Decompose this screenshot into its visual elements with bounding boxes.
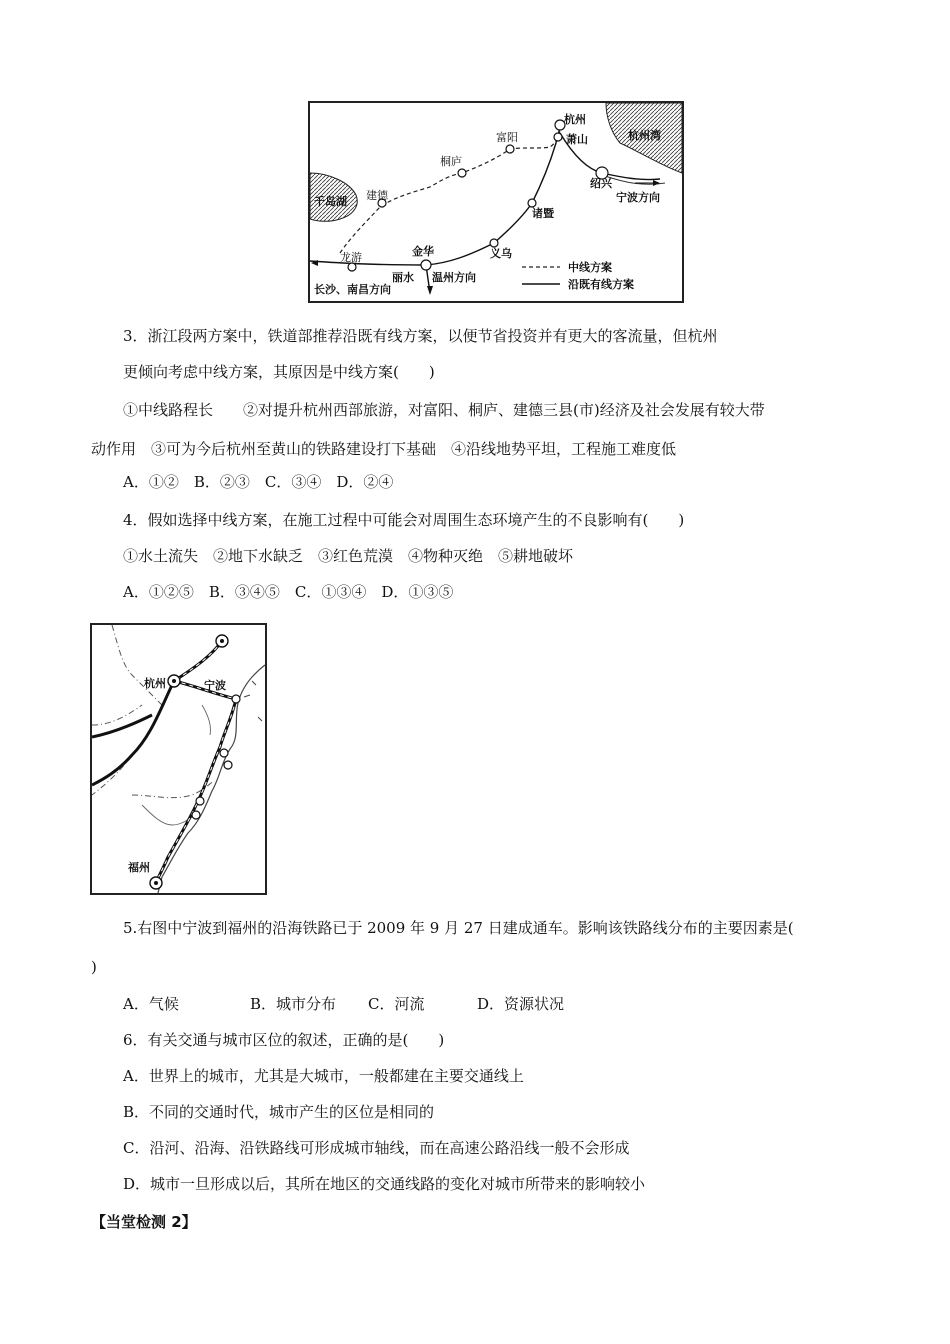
coastline: [158, 665, 265, 893]
fuyang-marker: [506, 145, 514, 153]
section-title: 【当堂检测 2】: [91, 1213, 197, 1231]
q3-line4: 动作用 ③可为今后杭州至黄山的铁路建设打下基础 ④沿线地势平坦，工程施工难度低: [91, 440, 677, 458]
jinhua-marker: [421, 260, 431, 270]
label-fuzhou: 福州: [128, 861, 150, 874]
label-tonglu: 桐庐: [440, 155, 462, 168]
coastal-railway-map-svg: [92, 625, 265, 893]
label-ningbo-direction: 宁波方向: [616, 191, 660, 204]
label-hangzhou-bay: 杭州湾: [628, 129, 661, 142]
railway-scheme-map-svg: [310, 103, 682, 301]
q6-stem: 6．有关交通与城市区位的叙述，正确的是( ): [123, 1031, 445, 1049]
q5-option-a: A．气候: [123, 995, 179, 1013]
q3-options: A．①② B．②③ C．③④ D．②④: [123, 473, 394, 491]
ruian-station-marker: [192, 811, 200, 819]
yiwu-marker: [490, 239, 498, 247]
label-wenzhou-direction: 温州方向: [432, 271, 476, 284]
label-jinhua: 金华: [412, 245, 434, 258]
zhuji-marker: [528, 199, 536, 207]
label-lishui: 丽水: [392, 271, 414, 284]
label-zhuji: 诸暨: [532, 207, 554, 220]
q4-line2: ①水土流失 ②地下水缺乏 ③红色荒漠 ④物种灭绝 ⑤耕地破坏: [123, 547, 574, 565]
q3-line1: 3．浙江段两方案中，铁道部推荐沿既有线方案，以便节省投资并有更大的客流量，但杭州: [123, 327, 718, 345]
q5-options: [123, 994, 564, 1014]
tonglu-marker: [458, 169, 466, 177]
railway-scheme-map: [308, 101, 684, 303]
coastal-railway-map: [90, 623, 267, 895]
label-fuyang: 富阳: [496, 131, 518, 144]
label-xiaoshan: 萧山: [566, 133, 588, 146]
q5-option-c: C．河流: [368, 995, 425, 1013]
label-changsha-direction: 长沙、南昌方向: [314, 283, 391, 296]
ningbo-station-marker: [232, 695, 240, 703]
label-hangzhou: 杭州: [564, 113, 586, 126]
wenling-station-marker: [224, 761, 232, 769]
wenzhou-station-marker: [196, 797, 204, 805]
south-arrow-icon: [427, 286, 433, 295]
q6-option-c: C．沿河、沿海、沿铁路线可形成城市轴线，而在高速公路沿线一般不会形成: [123, 1139, 630, 1157]
q4-line1: 4．假如选择中线方案，在施工过程中可能会对周围生态环境产生的不良影响有( ): [123, 511, 685, 529]
province-boundary-1: [92, 625, 162, 795]
taizhou-station-marker: [220, 749, 228, 757]
label-ningbo: 宁波: [204, 679, 226, 692]
legend-existing-line: 沿既有线方案: [568, 278, 634, 291]
q5-line2: ): [91, 958, 97, 976]
ningbo-arrow-icon: [653, 180, 660, 186]
label-qiandao-lake: 千岛湖: [314, 195, 347, 208]
q5-option-d: D．资源状况: [477, 995, 565, 1013]
xiaoshan-marker: [554, 133, 562, 141]
label-yiwu: 义乌: [490, 247, 512, 260]
q6-option-b: B．不同的交通时代，城市产生的区位是相同的: [123, 1103, 435, 1121]
q5-line1: 5.右图中宁波到福州的沿海铁路已于 2009 年 9 月 27 日建成通车。影响该铁路线分布的主要因素是(: [123, 919, 794, 937]
q6-option-a: A．世界上的城市，尤其是大城市，一般都建在主要交通线上: [123, 1067, 524, 1085]
q5-option-b: B．城市分布: [250, 995, 337, 1013]
label-jiande: 建德: [366, 189, 388, 202]
label-shaoxing: 绍兴: [590, 177, 612, 190]
longyou-marker: [348, 263, 356, 271]
q6-option-d: D．城市一旦形成以后，其所在地区的交通线路的变化对城市所带来的影响较小: [123, 1175, 646, 1193]
label-longyou: 龙游: [340, 251, 362, 264]
river-2: [202, 705, 211, 735]
q3-line2: 更倾向考虑中线方案，其原因是中线方案( ): [123, 363, 435, 381]
q4-options: A．①②⑤ B．③④⑤ C．①③④ D．①③⑤: [123, 583, 454, 601]
q3-line3: ①中线路程长 ②对提升杭州西部旅游，对富阳、桐庐、建德三县(市)经济及社会发展有较大带: [123, 401, 765, 419]
label-hangzhou: 杭州: [144, 677, 166, 690]
legend-middle-line: 中线方案: [568, 261, 612, 274]
